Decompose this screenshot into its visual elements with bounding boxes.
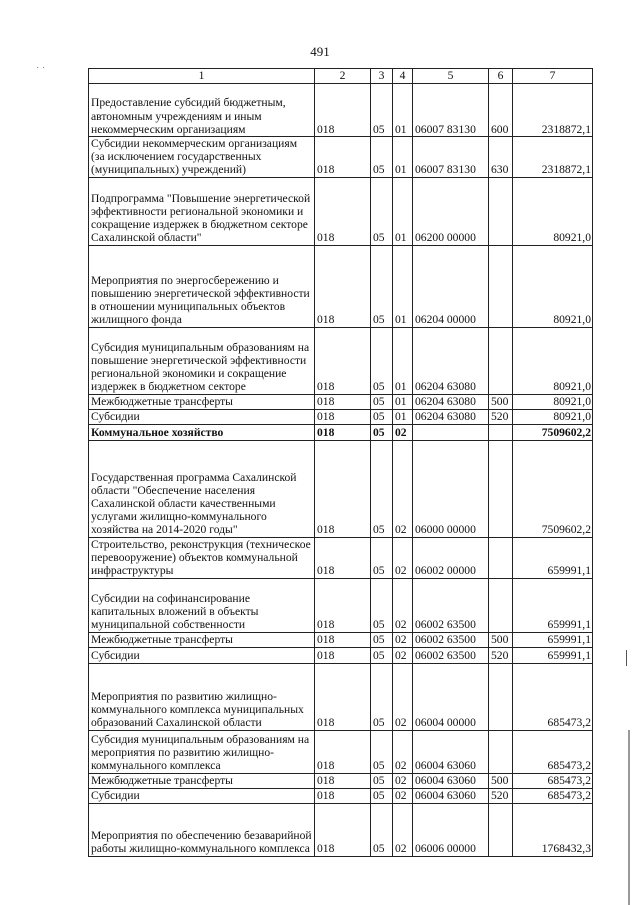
cell-pr: 02	[393, 663, 413, 730]
table-row	[89, 537, 593, 578]
cell-vr	[489, 537, 513, 578]
cell-vr: 520	[489, 647, 513, 663]
cell-pr: 02	[393, 632, 413, 647]
table-row	[89, 327, 593, 394]
cell-ved: 018	[315, 137, 371, 178]
cell-pr: 01	[393, 177, 413, 245]
cell-csr: 06002 00000	[413, 537, 489, 578]
cell-csr: 06204 63080	[413, 409, 489, 424]
cell-csr: 06000 00000	[413, 440, 489, 537]
header-cell: 3	[371, 69, 393, 84]
cell-csr: 06002 63500	[413, 632, 489, 647]
cell-csr: 06204 63080	[413, 327, 489, 394]
cell-csr	[413, 424, 489, 440]
header-cell: 2	[315, 69, 371, 84]
table-row	[89, 647, 593, 663]
cell-pr: 02	[393, 788, 413, 803]
cell-vr	[489, 440, 513, 537]
table-row	[89, 788, 593, 803]
cell-vr: 500	[489, 773, 513, 788]
cell-amount: 7509602,2	[513, 424, 593, 440]
cell-amount: 659991,1	[513, 537, 593, 578]
cell-rz: 05	[371, 84, 393, 137]
cell-amount: 1768432,3	[513, 803, 593, 856]
table-row	[89, 177, 593, 245]
cell-rz: 05	[371, 177, 393, 245]
cell-amount: 80921,0	[513, 394, 593, 409]
cell-name: Строительство, реконструкция (техническое перевооружение) объектов коммунальной инфраструктуры	[89, 537, 315, 578]
page-number: 491	[310, 44, 330, 59]
cell-vr	[489, 663, 513, 730]
cell-vr: 600	[489, 84, 513, 137]
cell-csr: 06002 63500	[413, 647, 489, 663]
header-cell: 6	[489, 69, 513, 84]
cell-rz: 05	[371, 773, 393, 788]
table-row	[89, 578, 593, 632]
cell-csr: 06004 63060	[413, 788, 489, 803]
cell-vr: 520	[489, 409, 513, 424]
cell-ved: 018	[315, 409, 371, 424]
table-row	[89, 440, 593, 537]
cell-csr: 06204 00000	[413, 245, 489, 327]
cell-rz: 05	[371, 440, 393, 537]
cell-ved: 018	[315, 537, 371, 578]
cell-name: Межбюджетные трансферты	[89, 394, 315, 409]
cell-name: Государственная программа Сахалинской области "Обеспечение населения Сахалинской области качественными услугами жилищно-коммунального хозяйства на 2014-2020 годы"	[89, 440, 315, 537]
cell-amount: 80921,0	[513, 327, 593, 394]
scan-mark: ˙ ˙	[36, 66, 46, 77]
cell-name: Субсидия муниципальным образованиям на повышение энергетической эффективности региональной экономики и сокращение издержек в бюджетном секторе	[89, 327, 315, 394]
cell-ved: 018	[315, 394, 371, 409]
cell-pr: 01	[393, 394, 413, 409]
cell-csr: 06004 63060	[413, 773, 489, 788]
header-cell: 4	[393, 69, 413, 84]
cell-rz: 05	[371, 409, 393, 424]
table-row	[89, 137, 593, 178]
cell-rz: 05	[371, 137, 393, 178]
cell-rz: 05	[371, 578, 393, 632]
cell-ved: 018	[315, 424, 371, 440]
table-row	[89, 409, 593, 424]
cell-name: Коммунальное хозяйство	[89, 424, 315, 440]
cell-pr: 02	[393, 803, 413, 856]
cell-ved: 018	[315, 663, 371, 730]
cell-rz: 05	[371, 245, 393, 327]
cell-pr: 01	[393, 137, 413, 178]
cell-ved: 018	[315, 647, 371, 663]
cell-amount: 7509602,2	[513, 440, 593, 537]
cell-ved: 018	[315, 788, 371, 803]
cell-name: Субсидии	[89, 788, 315, 803]
cell-vr	[489, 730, 513, 773]
cell-name: Субсидия муниципальным образованиям на мероприятия по развитию жилищно-коммунального комплекса	[89, 730, 315, 773]
table-row	[89, 730, 593, 773]
cell-ved: 018	[315, 803, 371, 856]
cell-pr: 02	[393, 537, 413, 578]
cell-amount: 685473,2	[513, 663, 593, 730]
cell-amount: 685473,2	[513, 730, 593, 773]
cell-ved: 018	[315, 327, 371, 394]
cell-ved: 018	[315, 245, 371, 327]
cell-name: Мероприятия по энергосбережению и повышению энергетической эффективности в отношении муниципальных объектов жилищного фонда	[89, 245, 315, 327]
table-row	[89, 394, 593, 409]
table-row	[89, 245, 593, 327]
cell-csr: 06200 00000	[413, 177, 489, 245]
cell-name: Субсидии некоммерческим организациям (за исключением государственных (муниципальных) учреждений)	[89, 137, 315, 178]
cell-ved: 018	[315, 440, 371, 537]
cell-vr	[489, 803, 513, 856]
cell-rz: 05	[371, 632, 393, 647]
cell-rz: 05	[371, 327, 393, 394]
cell-name: Межбюджетные трансферты	[89, 773, 315, 788]
cell-vr: 630	[489, 137, 513, 178]
cell-amount: 685473,2	[513, 788, 593, 803]
cell-vr	[489, 245, 513, 327]
header-cell: 7	[513, 69, 593, 84]
cell-pr: 02	[393, 773, 413, 788]
cell-csr: 06004 63060	[413, 730, 489, 773]
cell-csr: 06006 00000	[413, 803, 489, 856]
cell-amount: 685473,2	[513, 773, 593, 788]
cell-amount: 659991,1	[513, 647, 593, 663]
cell-ved: 018	[315, 578, 371, 632]
table-row	[89, 632, 593, 647]
cell-amount: 659991,1	[513, 632, 593, 647]
scan-mark	[626, 650, 627, 666]
table-row	[89, 663, 593, 730]
cell-pr: 02	[393, 424, 413, 440]
cell-rz: 05	[371, 730, 393, 773]
cell-rz: 05	[371, 803, 393, 856]
cell-name: Подпрограмма "Повышение энергетической эффективности региональной экономики и сокращение издержек в бюджетном секторе Сахалинской области"	[89, 177, 315, 245]
cell-vr: 500	[489, 394, 513, 409]
cell-name: Субсидии	[89, 409, 315, 424]
cell-ved: 018	[315, 84, 371, 137]
cell-rz: 05	[371, 424, 393, 440]
cell-pr: 01	[393, 84, 413, 137]
cell-name: Субсидии	[89, 647, 315, 663]
cell-pr: 01	[393, 245, 413, 327]
cell-csr: 06007 83130	[413, 84, 489, 137]
cell-rz: 05	[371, 788, 393, 803]
budget-table	[88, 68, 593, 857]
cell-csr: 06204 63080	[413, 394, 489, 409]
cell-vr	[489, 177, 513, 245]
header-cell: 1	[89, 69, 315, 84]
cell-csr: 06004 00000	[413, 663, 489, 730]
cell-vr	[489, 327, 513, 394]
cell-name: Мероприятия по обеспечению безаварийной работы жилищно-коммунального комплекса	[89, 803, 315, 856]
cell-amount: 80921,0	[513, 409, 593, 424]
cell-pr: 02	[393, 440, 413, 537]
cell-vr	[489, 578, 513, 632]
cell-name: Межбюджетные трансферты	[89, 632, 315, 647]
cell-pr: 01	[393, 327, 413, 394]
table-row	[89, 424, 593, 440]
cell-name: Предоставление субсидий бюджетным, автономным учреждениям и иным некоммерческим организациям	[89, 84, 315, 137]
table-row	[89, 803, 593, 856]
cell-amount: 80921,0	[513, 245, 593, 327]
header-cell: 5	[413, 69, 489, 84]
cell-rz: 05	[371, 394, 393, 409]
cell-pr: 02	[393, 730, 413, 773]
cell-pr: 01	[393, 409, 413, 424]
cell-csr: 06002 63500	[413, 578, 489, 632]
cell-rz: 05	[371, 647, 393, 663]
table-row	[89, 84, 593, 137]
cell-vr: 520	[489, 788, 513, 803]
cell-ved: 018	[315, 632, 371, 647]
cell-amount: 2318872,1	[513, 84, 593, 137]
cell-csr: 06007 83130	[413, 137, 489, 178]
cell-vr: 500	[489, 632, 513, 647]
cell-ved: 018	[315, 177, 371, 245]
cell-name: Мероприятия по развитию жилищно-коммунального комплекса муниципальных образований Сахалинской области	[89, 663, 315, 730]
cell-amount: 2318872,1	[513, 137, 593, 178]
cell-name: Субсидии на софинансирование капитальных вложений в объекты муниципальной собственности	[89, 578, 315, 632]
scan-mark	[628, 730, 630, 905]
table-row	[89, 773, 593, 788]
cell-amount: 80921,0	[513, 177, 593, 245]
cell-rz: 05	[371, 537, 393, 578]
cell-ved: 018	[315, 730, 371, 773]
cell-amount: 659991,1	[513, 578, 593, 632]
cell-vr	[489, 424, 513, 440]
cell-pr: 02	[393, 578, 413, 632]
cell-pr: 02	[393, 647, 413, 663]
table-header-row	[89, 69, 593, 84]
cell-rz: 05	[371, 663, 393, 730]
cell-ved: 018	[315, 773, 371, 788]
